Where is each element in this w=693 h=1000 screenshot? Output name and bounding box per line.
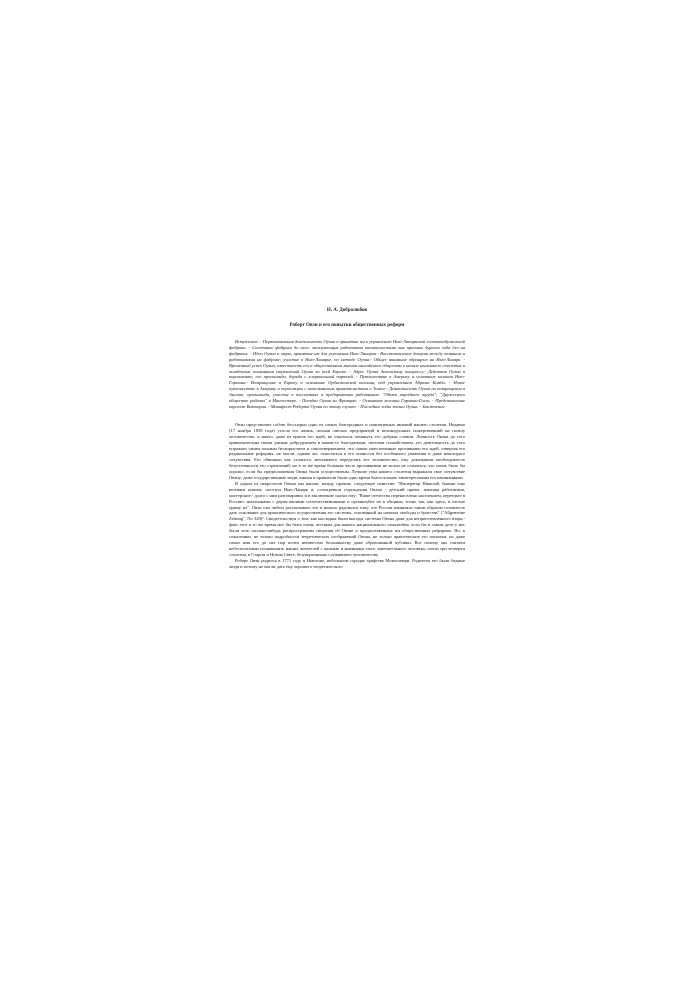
- body-paragraph: Овэн представляет собою бесспорно одно из самых благородных и симпатичных явлений нашего столетия. Недавно (17 ноября 1858 года) угасла его жизнь, полная смелых предприятий и великодушных пожертвований на пользу человечества, и никто, даже из врагов его идей, не отказался помянуть его добрым словом. Личность Овэна до того привлекательна своим умным добродушием и каким-то благодатным, светлым спокойствием, его деятельность до того поражает своим полным бескорыстием и самоотвержением, что самые ожесточенные противники его идей, отвергая его радикальные реформы, не могли, однако же, относиться к его личности без особенного уважения и даже некоторого сочувствия. Его обвиняли как утописта, мечтавшего переделать все человечество, ему доказывали необходимость безуспешности его стремлений; но в то же время большая часть противников не могли не сознаться, что очень было бы хорошо, если бы предположения Овэна были осуществлены. Лучшие умы нашего столетия выражали свое сочувствие Овэну; даже государственные люди, князья и правители были одно время благосклонно заинтересованы его начинаниями.: [229, 421, 465, 481]
- author-name: Н. А. Добролюбов: [326, 308, 368, 313]
- body-paragraph: Роберт Овэн родился в 1771 году в Ньютоне, небольшом городке графства Монтгомери. Родители его были бедные люди и потому не могли дать ему хорошего теоретического: [229, 557, 465, 569]
- body-paragraph: В одном из некрологов Овэна мы нашли, между прочим, следующее известие: "Император Николай, бывши еще великим князем, посетил Нью-Ланарк и, осмотревши учреждения Овэна - детский приют, жилища работников, мастерские,- долго с ним разговаривал и в заключение сказал ему: "Ваше отечество перенаселено населением, переедьте в Россию: миллионами с двумя вашими соотечественниками и организуйте их в общины, точно так, как здесь, в охотно приму их". Овэн сам любил рассказывать это и немало радовался тому, что Россия изъявляла таким образом готовность дать основание для практического осуществления его системы, основанной на началах свободы и братства" ("Allgemeine Zeitung", No 328)¹. Свидетельствуя о том, как насладны были выгоды системы Овэна даже для неприготовленного взора,- факт этот в то же время мог бы быть очень лестным для нашего национального самолюбия, если бы в самом деле у нас были хоть сколько-нибудь распространены сведения об Овэне и предположенных им общественных реформах. Но, к сожалению, не только подробности теоретических соображений Овэна, не только практические его попытки, но даже самое имя его до сих пор почти неизвестно большинству даже образованной публики. Вот почему мы считаем небесполезным познакомить наших читателей с жизнью и мнениями этого замечательного человека, почти три четверти столетия, в Старом и Новом Свете, безукоризненно служившего человечеству.: [229, 480, 465, 557]
- document-title: Роберт Овэн и его попытки общественных реформ: [289, 323, 405, 328]
- abstract-summary: Вступление. - Первоначальная деятельность Оуэна в принятии им к управлению Нью-Ланаркской хлопчатобумажной фабрики. - Состояние фабрики до него: эксплуатация работников капиталистами как причины дурного хода дел на фабриках. - Идеи Оуэна и меры, принятые им для улучшения Нью-Ланарка.- Восстановление доверия между хозяином и работниками на фабрике; участие в Нью-Ланарке, по методе Оуэна.- Общее внимание обращено на Нью-Ланарк. - Временный успех Оуэна, известность его в общественном мнении английского общества в начале нынешнего столетия и ошибочные понимания стремлений Оуэна во всей Европе. - Адрес Оуэна Аахенскому конгрессу.- Действия Оуэна в парламенте, его пропаганда, борьба с клерикальной партией. - Путешествие в Америку и основание колонии Нью-Гармони.- Возвращение в Европу и основание Орбистонской колонии, под управлением Абрама Комба. - Новое путешествие в Америку и переговоры с мексиканским правительством о Техасе.- Деятельность Оуэна по возвращении в Англию: пропаганда, участие в восстаниях и предприятиях работников: "Обмен народного труда"; "Дружеского общество рабочих" в Манчестере. - Поездка Оуэна во Францию. - Основание колонии Гармони-Голль. - Представление королеве Виктории. - Манифест Роберта Оуэна по этому случаю. - Последние годы жизни Оуэна. - Заключение.: [229, 339, 465, 409]
- document-page: [229, 308, 465, 570]
